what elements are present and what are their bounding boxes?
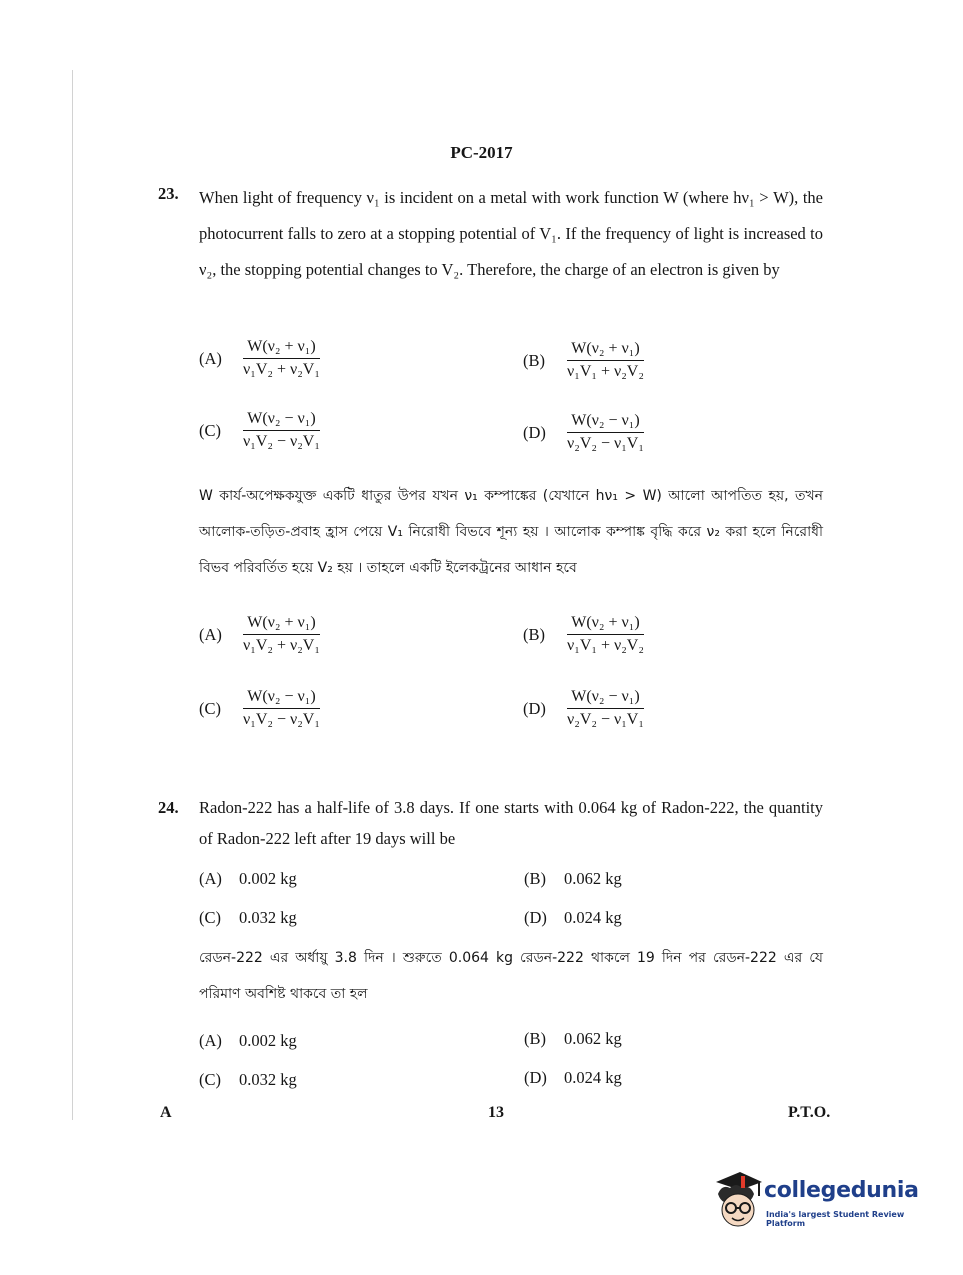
question-number: 24. xyxy=(158,798,179,817)
option-label: (A) xyxy=(199,348,222,368)
fraction xyxy=(239,338,324,379)
option-b-bn xyxy=(523,614,648,655)
fraction xyxy=(239,688,324,729)
question-24 xyxy=(158,792,823,1102)
denominator: ν₁V₂ + ν₂V₁ xyxy=(243,637,320,654)
fraction xyxy=(563,340,648,381)
option-value: 0.002 kg xyxy=(239,869,297,888)
option-label: (A) xyxy=(199,624,222,644)
mascot-logo-icon xyxy=(708,1168,766,1238)
option-c xyxy=(199,908,297,928)
option-label: (B) xyxy=(524,1029,546,1048)
numerator: W(ν₂ + ν₁) xyxy=(243,614,319,635)
denominator: ν₂V₂ − ν₁V₁ xyxy=(567,435,644,452)
option-label: (C) xyxy=(199,1070,221,1089)
option-d xyxy=(523,412,648,453)
option-b xyxy=(523,340,648,381)
question-23 xyxy=(158,180,823,800)
footer-pto: P.T.O. xyxy=(788,1104,831,1121)
option-d-bn xyxy=(524,1068,622,1088)
footer-booklet-set: A xyxy=(160,1104,172,1121)
option-a xyxy=(199,869,297,889)
option-value: 0.062 kg xyxy=(564,869,622,888)
denominator: ν₁V₂ − ν₂V₁ xyxy=(243,433,320,450)
option-label: (C) xyxy=(199,420,221,440)
option-label: (A) xyxy=(199,1031,222,1050)
option-a-bn xyxy=(199,614,324,655)
numerator: W(ν₂ − ν₁) xyxy=(567,688,643,709)
option-b xyxy=(524,869,622,889)
option-label: (C) xyxy=(199,698,221,718)
brand-name: collegedunia xyxy=(764,1178,919,1203)
option-value: 0.032 kg xyxy=(239,908,297,927)
numerator: W(ν₂ + ν₁) xyxy=(567,614,643,635)
option-c xyxy=(199,410,324,451)
option-label: (D) xyxy=(523,698,546,718)
option-a xyxy=(199,338,324,379)
fraction xyxy=(239,614,324,655)
brand-tagline: India's largest Student Review Platform xyxy=(766,1210,905,1228)
question-number: 23. xyxy=(158,184,179,203)
question-text-en: Radon-222 has a half-life of 3.8 days. If one starts with 0.064 kg of Radon-222, the quantity of Radon-222 left after 19 days will be xyxy=(199,798,823,848)
option-c-bn xyxy=(199,688,324,729)
option-value: 0.032 kg xyxy=(239,1070,297,1089)
footer-page-number: 13 xyxy=(488,1104,504,1121)
fraction xyxy=(563,614,648,655)
option-label: (C) xyxy=(199,908,221,927)
question-text-en: When light of frequency ν₁ is incident on a metal with work function W (where hν₁ > W), the photocurrent falls to zero at a stopping potential of V₁. If the frequency of light is increased to ν₂, the stopping potential changes to V₂. Therefore, the charge of an electron is given by xyxy=(199,188,823,279)
option-label: (D) xyxy=(524,1068,547,1087)
option-value: 0.002 kg xyxy=(239,1031,297,1050)
option-d-bn xyxy=(523,688,648,729)
denominator: ν₁V₂ + ν₂V₁ xyxy=(243,361,320,378)
option-label: (B) xyxy=(523,350,545,370)
question-text-bn: W কার্য-অপেক্ষকযুক্ত একটি ধাতুর উপর যখন ν₁ কম্পাঙ্কের (যেখানে hν₁ > W) আলো আপতিত হয়, তখন আলোক-তড়িত-প্রবাহ হ্রাস পেয়ে V₁ নিরোধী বিভবে শূন্য হয় । আলোক কম্পাঙ্ক বৃদ্ধি করে ν₂ করা হলে নিরোধী বিভব পরিবর্তিত হয়ে V₂ হয় । তাহলে একটি ইলেকট্রনের আধান হবে xyxy=(199,488,823,576)
option-b-bn xyxy=(524,1029,622,1049)
numerator: W(ν₂ − ν₁) xyxy=(567,412,643,433)
option-value: 0.024 kg xyxy=(564,1068,622,1087)
option-label: (A) xyxy=(199,869,222,888)
page-edge-line xyxy=(72,70,73,1120)
fraction xyxy=(563,412,648,453)
option-label: (B) xyxy=(524,869,546,888)
numerator: W(ν₂ − ν₁) xyxy=(243,410,319,431)
option-a-bn xyxy=(199,1031,297,1051)
question-text-bn: রেডন-222 এর অর্ধায়ু 3.8 দিন । শুরুতে 0.064 kg রেডন-222 থাকলে 19 দিন পর রেডন-222 এর যে পরিমাণ অবশিষ্ট থাকবে তা হল xyxy=(199,950,823,1002)
fraction xyxy=(239,410,324,451)
denominator: ν₁V₂ − ν₂V₁ xyxy=(243,711,320,728)
numerator: W(ν₂ + ν₁) xyxy=(243,338,319,359)
denominator: ν₂V₂ − ν₁V₁ xyxy=(567,711,644,728)
denominator: ν₁V₁ + ν₂V₂ xyxy=(567,637,644,654)
paper-code: PC-2017 xyxy=(450,143,513,162)
option-value: 0.062 kg xyxy=(564,1029,622,1048)
option-value: 0.024 kg xyxy=(564,908,622,927)
option-c-bn xyxy=(199,1070,297,1090)
option-d xyxy=(524,908,622,928)
numerator: W(ν₂ + ν₁) xyxy=(567,340,643,361)
numerator: W(ν₂ − ν₁) xyxy=(243,688,319,709)
denominator: ν₁V₁ + ν₂V₂ xyxy=(567,363,644,380)
fraction xyxy=(563,688,648,729)
option-label: (D) xyxy=(524,908,547,927)
option-label: (D) xyxy=(523,422,546,442)
option-label: (B) xyxy=(523,624,545,644)
collegedunia-watermark xyxy=(708,1168,938,1238)
